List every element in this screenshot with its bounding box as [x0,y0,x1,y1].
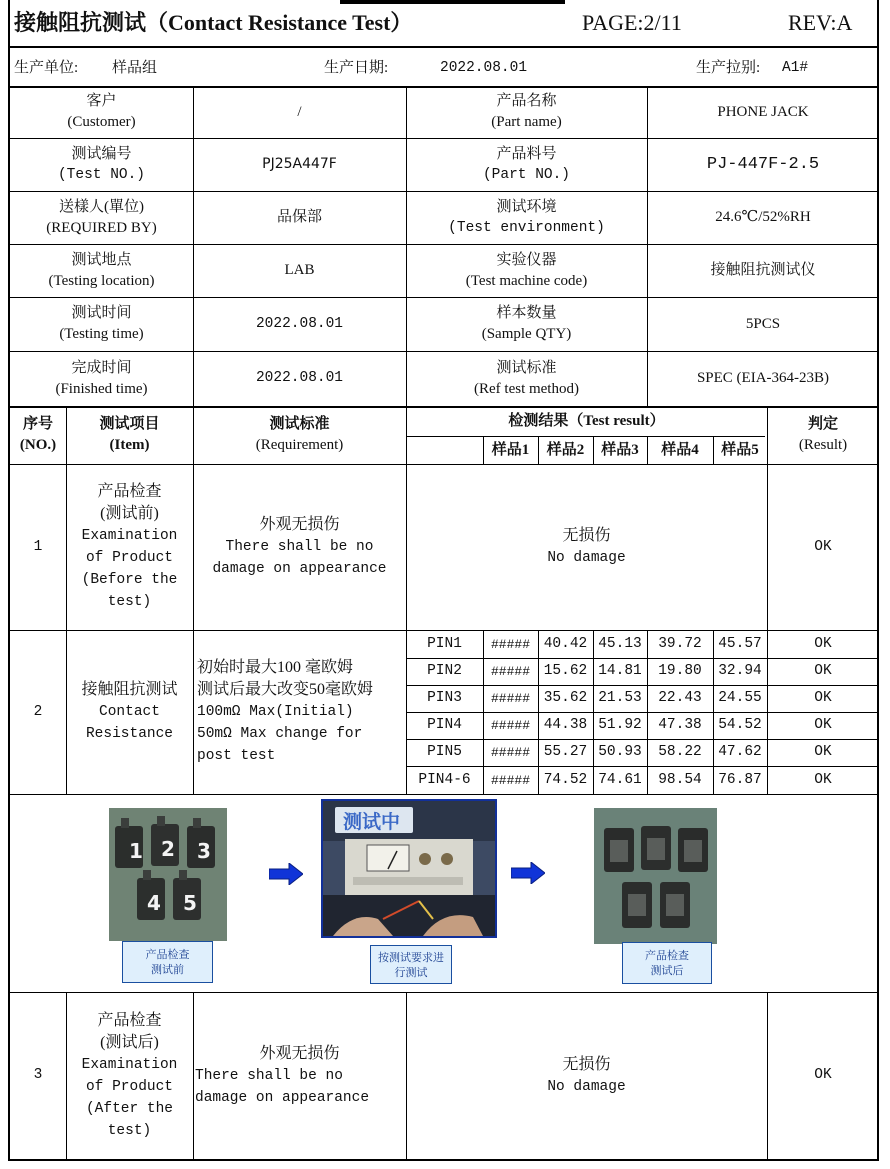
screen-label: 测试中 [343,811,401,833]
row-2-requirement: 初始时最大100 毫欧姆 测试后最大改变50毫欧姆 100mΩ Max(Initial) 50mΩ Max change for post test [197,659,374,764]
part-name-label: 产品名称 (Part name) [491,93,562,130]
revision: REV:A [788,10,853,35]
page-number: PAGE:2/11 [582,10,682,35]
ref-method-label: 测试标准 (Ref test method) [474,359,579,397]
photo-testing [321,799,497,938]
pin-name: PIN5 [427,744,462,760]
pin-sample-2: 40.42 [543,635,588,652]
row-2-no: 2 [33,703,43,720]
sample-label-2: 2 [161,837,175,861]
part-no-label: 产品料号 (Part NO.) [482,145,570,183]
pin-sample-1: ##### [490,718,530,733]
row-3-result: 无损伤 No damage [547,1055,626,1095]
part-no-value: PJ-447F-2.5 [706,155,820,174]
environment-label: 测试环境 (Test environment) [448,198,605,236]
row-2-item: 接触阻抗测试 Contact Resistance [81,681,178,742]
pin-judge: OK [814,690,832,706]
caption-before-test: 产品检查 测试前 [122,941,213,983]
pin-sample-2: 15.62 [543,663,588,679]
pin-judge: OK [814,663,832,679]
pin-sample-3: 21.53 [598,690,642,706]
machine-label: 实验仪器 (Test machine code) [465,251,588,289]
sample-label-3: 3 [197,839,211,863]
photo-after-test [594,808,717,944]
pin-sample-1: ##### [490,636,530,652]
arrow-right-icon [269,863,303,885]
ref-method-value: SPEC (EIA-364-23B) [696,370,830,386]
sample-label-4: 4 [147,891,161,915]
pin-sample-5: 76.87 [718,771,762,788]
pin-sample-5: 32.94 [718,663,762,679]
testing-time-value: 2022.08.01 [255,315,343,332]
pin-sample-3: 50.93 [598,744,642,760]
row-3-item: 产品检查 (测试后) Examination of Product (After the test) [81,1011,178,1139]
pin-sample-1: ##### [490,745,530,760]
pin-sample-2: 74.52 [543,771,588,788]
line-value: A1# [782,59,809,76]
sample-label-5: 5 [183,891,197,915]
pin-sample-3: 14.81 [598,663,642,679]
header-item: 测试项目 (Item) [99,416,160,453]
caption-after-test: 产品检查 测试后 [622,942,712,984]
pin-judge: OK [814,635,832,652]
pin-sample-4: 39.72 [658,635,702,652]
header-sample-2: 样品2 [546,441,585,458]
pin-judge: OK [814,744,832,760]
header-test-result: 检测结果（Test result） [508,412,665,429]
pin-name: PIN1 [427,635,462,652]
pin-sample-2: 55.27 [543,744,588,760]
row-1-judge: OK [814,538,832,555]
pin-sample-1: ##### [490,664,530,679]
line-label: 生产拉别: [696,59,761,76]
row-1-result: 无损伤 No damage [547,527,626,566]
unit-label: 生产单位: [14,59,79,76]
customer-label: 客户 (Customer) [67,93,136,130]
pin-sample-1: ##### [490,772,530,788]
photo-before-test [109,808,227,941]
row-1-no: 1 [33,538,43,555]
header-sample-4: 样品4 [661,441,699,458]
location-value: LAB [284,262,315,278]
row-1-item: 产品检查 (测试前) Examination of Product (Before the test) [81,483,178,610]
part-name-value: PHONE JACK [717,103,809,120]
pin-sample-2: 35.62 [543,690,588,706]
row-3-judge: OK [814,1067,832,1083]
pin-sample-5: 47.62 [718,744,762,760]
sample-label-1: 1 [129,839,143,863]
pin-sample-4: 98.54 [658,771,702,788]
header-requirement: 测试标准 (Requirement) [255,416,344,453]
pin-sample-5: 54.52 [718,717,762,733]
pin-name: PIN4 [427,717,462,733]
pin-sample-1: ##### [490,691,530,706]
arrow-right-icon [511,862,545,884]
pin-sample-4: 22.43 [658,690,702,706]
header-sample-5: 样品5 [721,441,759,458]
header-result: 判定 (Result) [798,416,848,453]
unit-value: 样品组 [112,59,158,76]
pin-judge: OK [814,771,832,788]
required-by-label: 送樣人(單位) (REQUIRED BY) [46,198,157,236]
sample-qty-value: 5PCS [745,315,781,332]
location-label: 测试地点 (Testing location) [48,251,155,289]
test-no-value: PJ25A447F [262,156,337,172]
row-1-requirement: 外观无损伤 There shall be no damage on appearance [212,516,387,577]
header-sample-3: 样品3 [601,441,639,458]
pin-sample-3: 74.61 [598,771,642,788]
pin-name: PIN2 [427,663,462,679]
pin-sample-4: 47.38 [658,717,702,733]
environment-value: 24.6℃/52%RH [715,209,811,225]
pin-sample-3: 51.92 [598,717,642,733]
report-sheet [8,0,879,1161]
testing-time-label: 测试时间 (Testing time) [59,305,144,342]
pin-sample-2: 44.38 [543,717,588,733]
customer-value: / [297,103,302,120]
date-value: 2022.08.01 [440,59,528,76]
pin-sample-5: 45.57 [718,635,762,652]
caption-testing: 按测试要求进 行测试 [370,945,452,984]
pin-name: PIN3 [427,690,462,706]
machine-value: 接触阻抗测试仪 [710,262,816,278]
report-title: 接触阻抗测试（Contact Resistance Test） [14,10,413,35]
finished-time-label: 完成时间 (Finished time) [55,359,148,397]
row-3-requirement: 外观无损伤 There shall be no damage on appearance [195,1044,370,1106]
finished-time-value: 2022.08.01 [255,370,343,386]
pin-sample-5: 24.55 [718,690,762,706]
date-label: 生产日期: [324,59,389,76]
pin-sample-4: 19.80 [658,663,702,679]
pin-name: PIN4-6 [418,771,471,788]
test-no-label: 测试编号 (Test NO.) [57,145,145,183]
header-no: 序号 (NO.) [19,416,57,453]
row-3-no: 3 [33,1067,43,1083]
pin-sample-3: 45.13 [598,635,642,652]
pin-judge: OK [814,717,832,733]
required-by-value: 品保部 [276,209,322,225]
sample-qty-label: 样本数量 (Sample QTY) [481,305,572,342]
pin-sample-4: 58.22 [658,744,702,760]
header-sample-1: 样品1 [491,441,530,458]
